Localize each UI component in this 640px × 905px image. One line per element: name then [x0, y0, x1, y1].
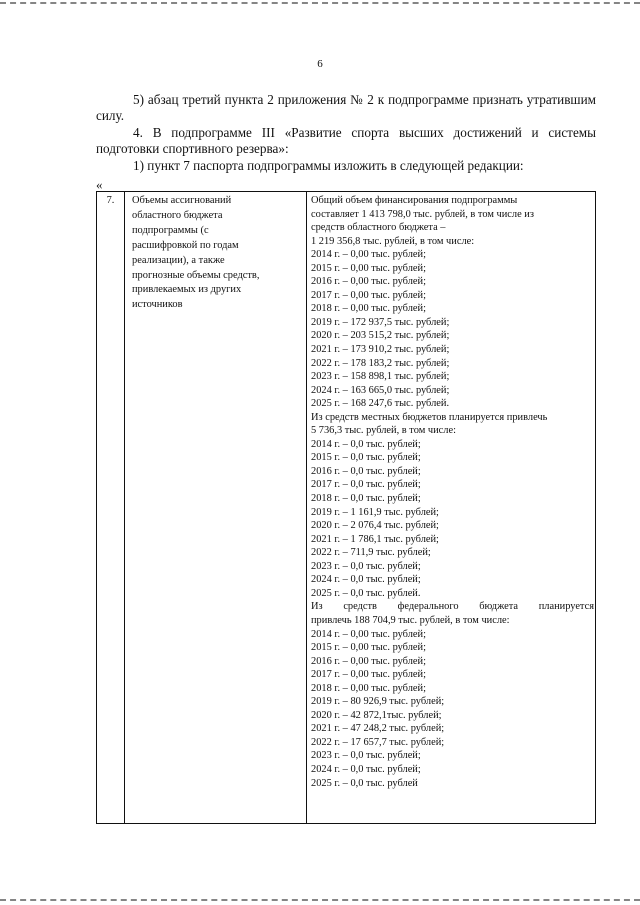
column-divider: [306, 192, 307, 823]
value-line: 2022 г. – 17 657,7 тыс. рублей;: [311, 736, 445, 748]
value-line: 2018 г. – 0,00 тыс. рублей;: [311, 303, 426, 315]
paragraph-section-4: 4. В подпрограмме III «Развитие спорта высших достижений и системы подготовки спортивного резерва»:: [96, 125, 596, 156]
paragraph-item-5: 5) абзац третий пункта 2 приложения № 2 к подпрограмме признать утратившим силу.: [96, 92, 596, 123]
value-line: 2021 г. – 47 248,2 тыс. рублей;: [311, 723, 445, 735]
value-line: 2014 г. – 0,0 тыс. рублей;: [311, 438, 421, 450]
name-line: привлекаемых из других: [132, 284, 242, 296]
value-line: 2017 г. – 0,00 тыс. рублей;: [311, 289, 426, 301]
value-line: 2015 г. – 0,00 тыс. рублей;: [311, 642, 426, 654]
value-line: 2020 г. – 2 076,4 тыс. рублей;: [311, 520, 439, 532]
value-line: 2017 г. – 0,0 тыс. рублей;: [311, 479, 421, 491]
value-line: 2018 г. – 0,0 тыс. рублей;: [311, 493, 421, 505]
row-value-cell: [311, 194, 594, 790]
paragraph-item-1: 1) пункт 7 паспорта подпрограммы изложить в следующей редакции:: [133, 158, 524, 173]
name-line: Объемы ассигнований: [132, 195, 232, 206]
scan-top-edge: [0, 2, 640, 4]
scan-bottom-edge: [0, 899, 640, 901]
value-line: 2016 г. – 0,00 тыс. рублей;: [311, 276, 426, 288]
value-line: средств областного бюджета –: [311, 222, 446, 234]
row-name-cell: [132, 194, 302, 313]
value-line: 2018 г. – 0,00 тыс. рублей;: [311, 682, 426, 694]
value-line: 2016 г. – 0,0 тыс. рублей;: [311, 465, 421, 477]
value-line: 2025 г. – 168 247,6 тыс. рублей.: [311, 398, 450, 410]
value-line: 2022 г. – 711,9 тыс. рублей;: [311, 547, 431, 559]
row-number-cell: 7.: [106, 195, 115, 206]
value-line: 2023 г. – 158 898,1 тыс. рублей;: [311, 371, 450, 383]
opening-quote-mark: «: [96, 177, 103, 192]
value-line: 2017 г. – 0,00 тыс. рублей;: [311, 669, 426, 681]
value-line: 2025 г. – 0,0 тыс. рублей.: [311, 587, 421, 599]
value-line: 2023 г. – 0,0 тыс. рублей;: [311, 560, 421, 572]
value-line: 2024 г. – 0,0 тыс. рублей;: [311, 574, 421, 586]
value-line: 2016 г. – 0,00 тыс. рублей;: [311, 655, 426, 667]
page-number: 6: [317, 58, 323, 70]
value-line: 2020 г. – 42 872,1тыс. рублей;: [311, 709, 442, 721]
value-line: 2019 г. – 1 161,9 тыс. рублей;: [311, 506, 439, 518]
value-line: Из средств федерального бюджета планируется: [311, 601, 594, 613]
value-line: 2021 г. – 173 910,2 тыс. рублей;: [311, 344, 450, 356]
value-line: 2022 г. – 178 183,2 тыс. рублей;: [311, 357, 450, 369]
value-line: 2025 г. – 0,0 тыс. рублей: [311, 777, 418, 789]
value-line: 2019 г. – 172 937,5 тыс. рублей;: [311, 316, 450, 328]
value-line: 2021 г. – 1 786,1 тыс. рублей;: [311, 533, 439, 545]
name-line: подпрограммы (с: [132, 224, 209, 236]
value-line: 1 219 356,8 тыс. рублей, в том числе:: [311, 235, 475, 247]
value-line: 2019 г. – 80 926,9 тыс. рублей;: [311, 696, 445, 708]
value-line: составляет 1 413 798,0 тыс. рублей, в том числе из: [311, 208, 534, 220]
name-line: прогнозные объемы средств,: [132, 269, 260, 281]
name-line: областного бюджета: [132, 209, 223, 221]
name-line: реализации), а также: [132, 254, 225, 266]
value-line: 2014 г. – 0,00 тыс. рублей;: [311, 249, 426, 261]
value-line: 2024 г. – 0,0 тыс. рублей;: [311, 763, 421, 775]
value-line: 5 736,3 тыс. рублей, в том числе:: [311, 425, 456, 437]
value-line: 2015 г. – 0,00 тыс. рублей;: [311, 262, 426, 274]
value-line: Из средств местных бюджетов планируется привлечь: [311, 411, 548, 423]
value-line: Общий объем финансирования подпрограммы: [311, 195, 518, 206]
value-line: 2015 г. – 0,0 тыс. рублей;: [311, 452, 421, 464]
value-line: 2020 г. – 203 515,2 тыс. рублей;: [311, 330, 450, 342]
column-divider: [124, 192, 125, 823]
passport-table: [96, 191, 596, 824]
value-line: 2024 г. – 163 665,0 тыс. рублей;: [311, 384, 450, 396]
value-line: привлечь 188 704,9 тыс. рублей, в том числе:: [311, 614, 510, 626]
name-line: расшифровкой по годам: [132, 239, 239, 251]
name-line: источников: [132, 299, 183, 311]
value-line: 2014 г. – 0,00 тыс. рублей;: [311, 628, 426, 640]
value-line: 2023 г. – 0,0 тыс. рублей;: [311, 750, 421, 762]
